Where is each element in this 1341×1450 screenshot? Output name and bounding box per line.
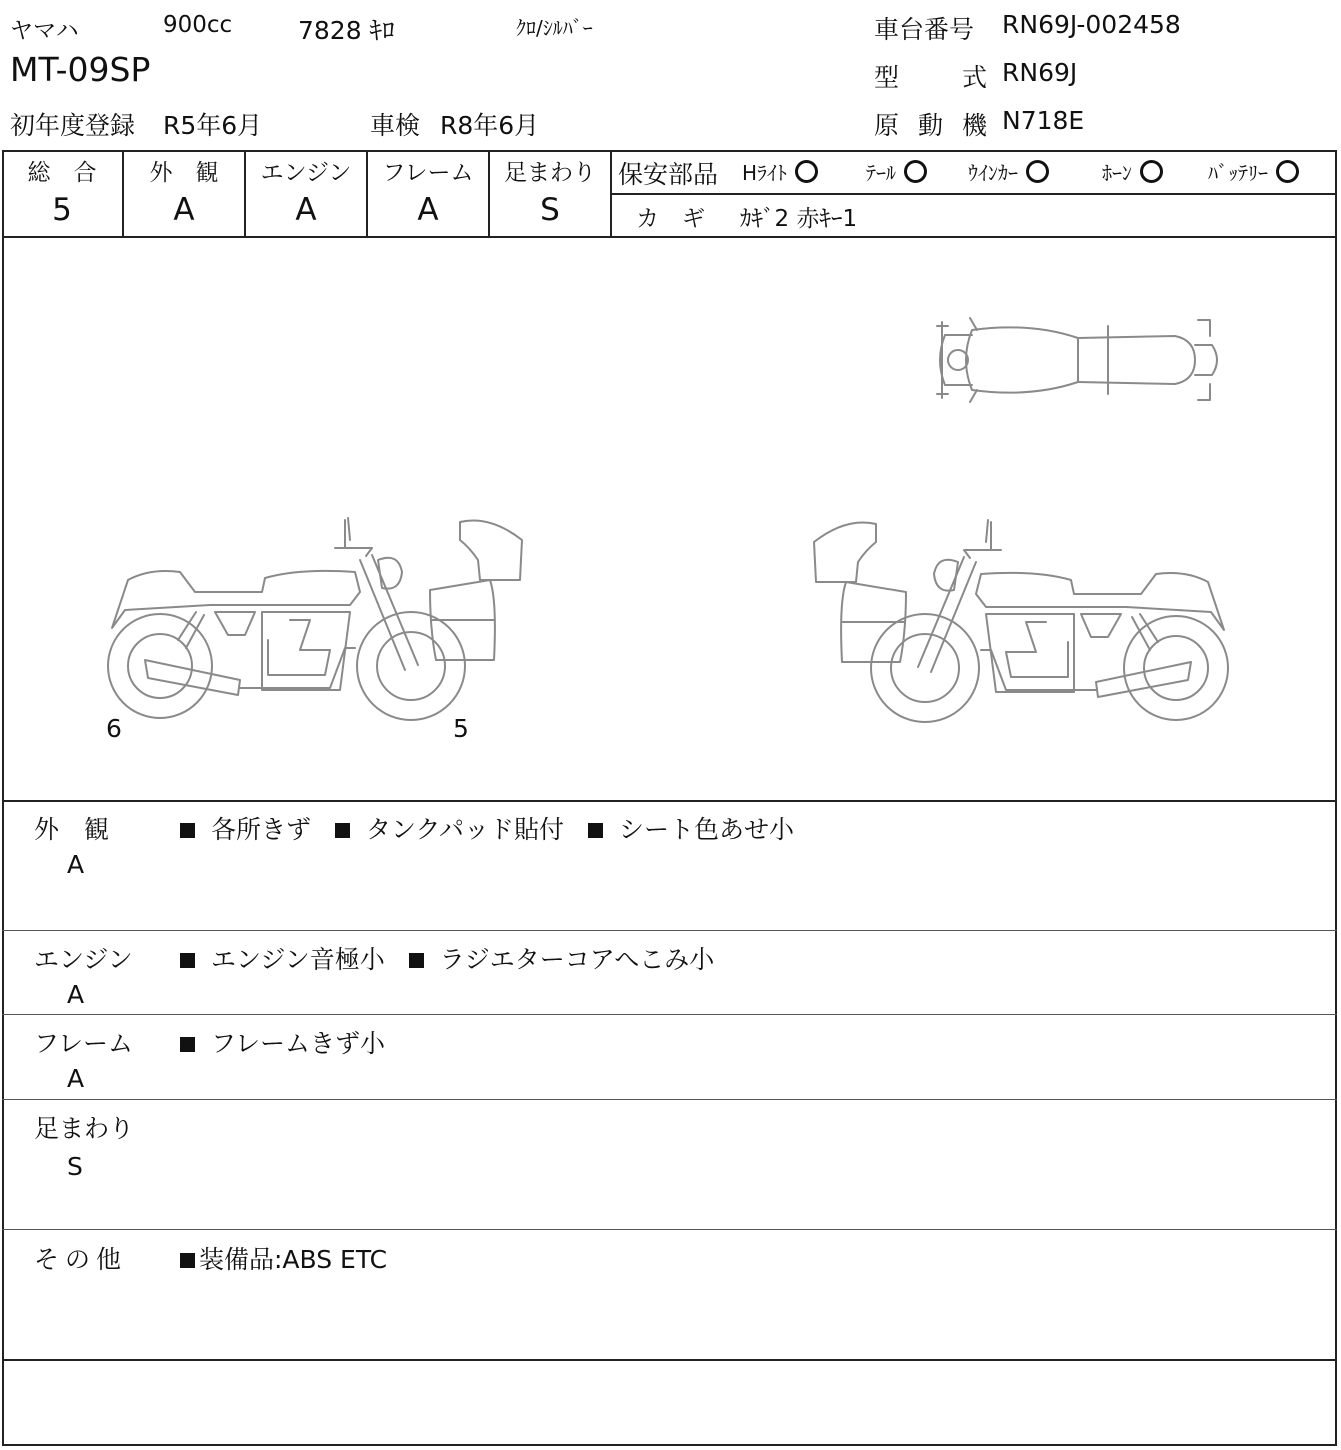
motorcycle-top-view [937, 318, 1217, 402]
safety-item-label: ｳｲﾝｶｰ [968, 161, 1018, 185]
inspection-label: 車検 [370, 111, 421, 140]
section-other-label: その他 [34, 1245, 128, 1274]
comment-item: シート色あせ小 [588, 810, 794, 846]
comment-item: タンクパッド貼付 [335, 810, 564, 846]
section-frame-label: フレーム [34, 1029, 134, 1058]
section-frame-items [180, 1024, 401, 1060]
section-engine-grade: A [67, 980, 85, 1009]
type-value: RN69J [1002, 58, 1078, 87]
safety-item-label: ﾃｰﾙ [866, 161, 896, 185]
grade-overall-label: 総 合 [27, 160, 97, 186]
inspection-value: R8年6月 [440, 111, 540, 140]
safety-item-label: ﾊﾞｯﾃﾘｰ [1208, 161, 1268, 185]
frame-number-label: 車台番号 [874, 15, 975, 44]
bullet-square-icon [180, 1253, 195, 1268]
diagram-bottom-divider [2, 800, 1337, 802]
section-divider-1 [2, 930, 1337, 931]
displacement: 900cc [163, 12, 233, 38]
keys-value: ｶｷﾞ2 赤ｷｰ1 [740, 206, 858, 232]
bullet-square-icon [335, 823, 350, 838]
section-exterior-grade: A [67, 850, 85, 879]
comment-item: ラジエターコアへこみ小 [409, 940, 715, 976]
keys-label: カ ギ [636, 206, 705, 232]
section-frame-grade: A [67, 1064, 85, 1093]
engine-label-1: 原 [874, 111, 900, 140]
model-name: MT-09SP [10, 50, 151, 89]
safety-parts-label: 保安部品 [618, 160, 719, 189]
motorcycle-left-view [108, 518, 522, 720]
comment-item: フレームきず小 [180, 1024, 385, 1060]
safety-item-label: ﾎｰﾝ [1102, 161, 1132, 185]
grade-suspension-value: S [540, 192, 560, 228]
section-suspension-label: 足まわり [34, 1114, 135, 1143]
section-other-items [180, 1240, 403, 1276]
color: ｸﾛ/ｼﾙﾊﾞｰ [516, 16, 593, 40]
section-divider-2 [2, 1014, 1337, 1015]
engine-model-value: N718E [1002, 106, 1085, 135]
engine-label-3: 機 [962, 111, 988, 140]
diagram-marker-left: 6 [106, 714, 122, 743]
section-engine-items [180, 940, 730, 976]
section-exterior-label: 外 観 [34, 815, 110, 844]
comment-item: 各所きず [180, 810, 311, 846]
first-registration-label: 初年度登録 [10, 111, 136, 140]
type-label-2: 式 [962, 63, 988, 92]
section-engine-label: エンジン [34, 945, 133, 974]
comment-item: エンジン音極小 [180, 940, 385, 976]
bullet-square-icon [180, 823, 195, 838]
bullet-square-icon [180, 1037, 195, 1052]
grade-suspension-label: 足まわり [504, 160, 596, 186]
mileage: 7828 ｷﾛ [298, 16, 395, 45]
grade-overall-value: 5 [52, 192, 72, 228]
engine-label-2: 動 [918, 111, 944, 140]
motorcycle-right-view [814, 520, 1228, 722]
bullet-square-icon [180, 953, 195, 968]
bullet-square-icon [588, 823, 603, 838]
grade-exterior-value: A [173, 192, 195, 228]
maker: ヤマハ [10, 18, 79, 44]
safety-item-label: Hﾗｲﾄ [742, 161, 788, 185]
grade-frame-label: フレーム [382, 160, 474, 186]
type-label-1: 型 [874, 63, 900, 92]
section-exterior-items [180, 810, 810, 846]
comment-item: 装備品:ABS ETC [180, 1240, 387, 1276]
grade-frame-value: A [417, 192, 439, 228]
section-divider-3 [2, 1099, 1337, 1100]
grade-exterior-label: 外 観 [149, 160, 219, 186]
bullet-square-icon [409, 953, 424, 968]
section-divider-5 [2, 1359, 1337, 1361]
first-registration-value: R5年6月 [163, 111, 263, 140]
grade-engine-value: A [295, 192, 317, 228]
section-divider-4 [2, 1229, 1337, 1230]
frame-number-value: RN69J-002458 [1002, 10, 1181, 39]
grade-engine-label: エンジン [260, 160, 352, 186]
diagram-marker-right: 5 [453, 714, 469, 743]
section-suspension-grade: S [67, 1152, 83, 1181]
